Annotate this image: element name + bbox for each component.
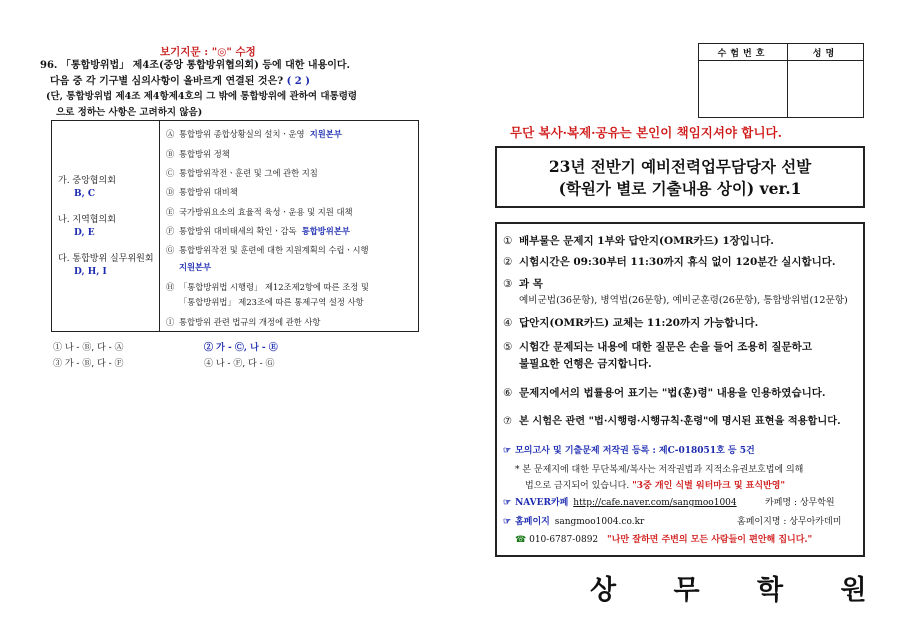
name-header: 성명 (788, 44, 864, 61)
instruction-text: 본 시험은 관련 "법·시행령·시행규칙·훈령"에 명시된 표현을 적용합니다. (519, 415, 841, 427)
copyright-line (503, 443, 755, 456)
item-symbol: Ⓘ (166, 317, 175, 327)
item-symbol: Ⓑ (166, 149, 175, 159)
contact-line (515, 532, 812, 545)
items-column (160, 121, 419, 332)
question-line-3: (단, 통합방위법 제4조 제4항제4호의 그 밖에 통합방위에 관하여 대통령령 (46, 91, 358, 102)
question-answer: ( 2 ) (286, 76, 310, 87)
copy-warning: 무단 복사·복제·공유는 본인이 책임지셔야 합니다. (510, 125, 782, 140)
item-text: 국가방위요소의 효율적 육성ㆍ운용 및 지원 대책 (179, 207, 353, 217)
item-h-cont (179, 296, 364, 308)
instruction-number: ③ (503, 278, 513, 290)
instruction-3-subjects: 예비군법(36문항), 병역법(26문항), 예비군훈령(26문항), 통합방위법(12문항) (519, 295, 848, 306)
item-g (166, 244, 369, 256)
homepage-link[interactable]: sangmoo1004.co.kr (554, 517, 645, 527)
item-f (166, 225, 350, 237)
item-text: 통합방위 정책 (179, 149, 230, 159)
instruction-text: 시험시간은 09:30부터 11:30까지 휴식 없이 120분간 실시합니다. (519, 256, 836, 268)
instruction-text: 배부물은 문제지 1부와 답안지(OMR카드) 1장입니다. (519, 235, 774, 247)
naver-label: NAVER카페 (515, 498, 569, 508)
item-text: 「통합방위법」 제23조에 따른 통제구역 설정 사항 (179, 297, 364, 307)
item-symbol: Ⓕ (166, 226, 175, 236)
question-line-1: 96. 「통합방위법」 제4조(중앙 통합방위협의회) 등에 대한 내용이다. (40, 60, 351, 71)
watermark-notice: "3중 개인 식별 워터마크 및 표식반영" (632, 481, 786, 491)
instruction-text: 과 목 (519, 278, 543, 290)
exam-title-line-2: (학원가 별로 기출내용 상이) ver.1 (558, 179, 802, 198)
copyright-note-text: 법으로 금지되어 있습니다. (525, 481, 630, 491)
question-table (51, 120, 419, 332)
instruction-5-cont: 불필요한 언행은 금지합니다. (519, 358, 652, 370)
instruction-number: ① (503, 235, 513, 247)
homepage-label: 홈페이지 (515, 517, 550, 527)
instruction-number: ⑤ (503, 341, 513, 353)
item-symbol: Ⓓ (166, 187, 175, 197)
body-label: 가. 중앙협의회 (58, 176, 116, 186)
item-symbol: Ⓔ (166, 207, 175, 217)
item-c (166, 167, 318, 179)
naver-cafe-line (503, 495, 737, 508)
item-text: 「통합방위법 시행령」 제12조제2항에 따른 조정 및 (179, 282, 369, 292)
instruction-text: 문제지에서의 법률용어 표기는 "법(훈)령" 내용을 인용하였습니다. (519, 387, 826, 399)
exam-number-field[interactable] (699, 61, 788, 118)
slogan: "나만 잘하면 주변의 모든 사람들이 편안해 집니다." (607, 535, 813, 545)
copyright-note-1: * 본 문제지에 대한 무단복제/복사는 저작권법과 지적소유권보호법에 의해 (515, 465, 804, 475)
item-b (166, 148, 230, 160)
naver-cafe-link[interactable]: http://cafe.naver.com/sangmoo1004 (573, 498, 737, 508)
body-label: 다. 통합방위 실무위원회 (58, 254, 154, 264)
instruction-3 (503, 276, 543, 292)
item-symbol: Ⓒ (166, 168, 175, 178)
instruction-text: 답안지(OMR카드) 교체는 11:20까지 가능합니다. (519, 317, 759, 329)
exam-number-header: 수험번호 (699, 44, 788, 61)
hand-pointer-icon: ☞ (503, 446, 512, 456)
item-symbol: Ⓖ (166, 245, 175, 255)
copyright-note-2 (525, 478, 785, 491)
item-tag: 지원본부 (179, 262, 212, 272)
item-text: 통합방위 대비책 (179, 187, 238, 197)
option-4[interactable]: ④ 나 - Ⓕ, 다 - Ⓖ (204, 359, 275, 369)
instruction-1 (503, 233, 774, 249)
phone-icon: ☎ (515, 535, 527, 545)
item-text: 통합방위작전 및 훈련에 대한 지원계획의 수립ㆍ시행 (179, 245, 369, 255)
question-line-4: 으로 정하는 사항은 고려하지 않음) (56, 107, 203, 118)
instruction-2 (503, 254, 836, 270)
academy-name: 상 무 학 원 (590, 575, 891, 606)
copyright-text: 모의고사 및 기출문제 저작권 등록 : 제C-018051호 등 5건 (515, 446, 755, 456)
instruction-6 (503, 385, 826, 401)
instructions-box (495, 222, 865, 557)
body-codes: D, E (74, 228, 95, 238)
body-label: 나. 지역협의회 (58, 215, 116, 225)
item-text: 통합방위 종합상황실의 설치ㆍ운영 (179, 129, 305, 139)
naver-cafe-name: 카페명 : 상무학원 (765, 498, 835, 508)
body-central-council (58, 175, 116, 201)
exam-id-table (698, 43, 864, 118)
item-symbol: Ⓗ (166, 282, 175, 292)
exam-title-line-1: 23년 전반기 예비전력업무담당자 선발 (548, 157, 812, 176)
item-tag: 지원본부 (309, 129, 342, 139)
body-codes: D, H, I (74, 267, 107, 277)
item-symbol: Ⓐ (166, 129, 175, 139)
item-g-tag (179, 261, 211, 273)
body-regional-council (58, 214, 116, 240)
item-h (166, 281, 369, 293)
instruction-text: 시험간 문제되는 내용에 대한 질문은 손을 들어 조용히 질문하고 (519, 341, 812, 353)
item-text: 통합방위작전ㆍ훈련 및 그에 관한 지침 (179, 168, 318, 178)
bodies-column (52, 121, 160, 332)
item-e (166, 206, 352, 218)
item-d (166, 186, 238, 198)
instruction-number: ⑦ (503, 416, 513, 427)
hand-pointer-icon: ☞ (503, 517, 512, 527)
homepage-line (503, 514, 644, 527)
body-working-committee (58, 253, 154, 279)
item-i (166, 316, 320, 328)
instruction-number: ⑥ (503, 387, 513, 399)
homepage-name: 홈페이지명 : 상무아카데미 (737, 517, 842, 527)
exam-title-box (495, 146, 865, 208)
option-2[interactable]: ② 가 - Ⓒ, 나 - Ⓔ (204, 343, 278, 353)
instruction-7 (503, 413, 841, 430)
instruction-number: ② (503, 256, 513, 268)
question-prompt: 다음 중 각 기구별 심의사항이 올바르게 연결된 것은? (50, 76, 284, 87)
notice-revision: 보기지문 : "◎" 수정 (160, 46, 256, 58)
option-1[interactable]: ① 나 - Ⓑ, 다 - Ⓐ (53, 343, 124, 353)
name-field[interactable] (788, 61, 864, 118)
item-tag: 통합방위본부 (301, 226, 350, 236)
item-text: 통합방위 대비태세의 확인ㆍ감독 (179, 226, 297, 236)
item-a (166, 128, 342, 140)
instruction-5 (503, 339, 812, 355)
hand-pointer-icon: ☞ (503, 498, 512, 508)
question-line-2 (50, 72, 310, 87)
body-codes: B, C (74, 189, 96, 199)
item-text: 통합방위 관련 법규의 개정에 관한 사항 (179, 317, 321, 327)
instruction-number: ④ (503, 317, 513, 329)
phone-number: 010-6787-0892 (529, 535, 599, 545)
option-3[interactable]: ③ 가 - Ⓑ, 다 - Ⓕ (53, 359, 124, 369)
instruction-4 (503, 315, 758, 331)
